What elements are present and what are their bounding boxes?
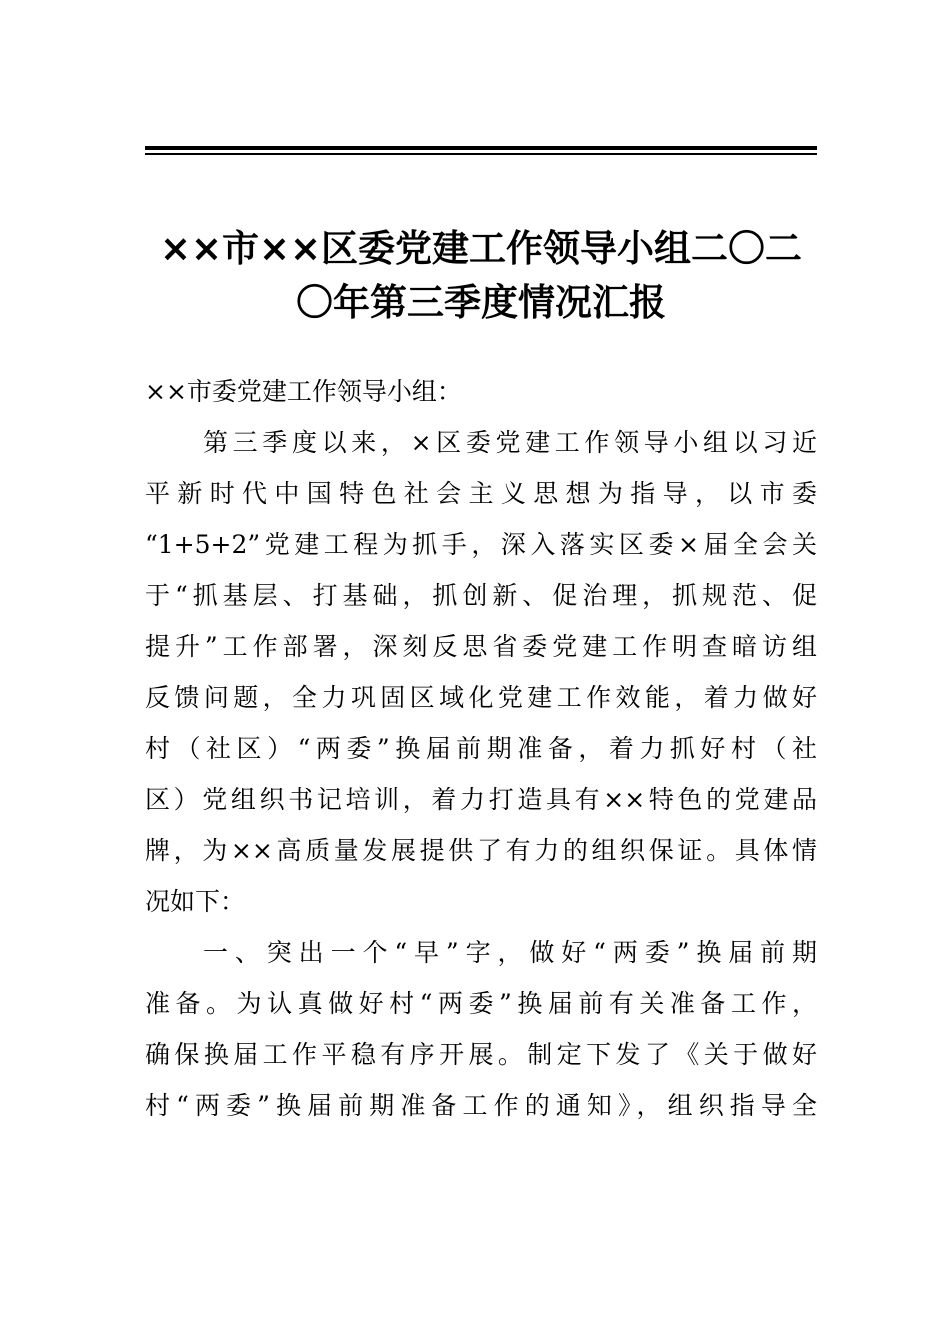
- text-line: 第三季度以来，×区委党建工作领导小组以习近: [203, 428, 817, 457]
- text-line: 村（社区）“两委”换届前期准备，着力抓好村（社: [145, 734, 817, 763]
- text-line: 平新时代中国特色社会主义思想为指导，以市委: [145, 479, 817, 508]
- text-line: 况如下：: [145, 887, 246, 916]
- header-double-rule: [145, 146, 817, 155]
- text-line: 牌，为××高质量发展提供了有力的组织保证。具体情: [145, 836, 817, 865]
- header-rule-thin: [145, 153, 817, 155]
- text-line: 反馈问题，全力巩固区域化党建工作效能，着力做好: [145, 683, 817, 712]
- paragraph-section-one: [145, 927, 817, 1131]
- document-body: [145, 366, 817, 1131]
- text-line: 一、突出一个“早”字，做好“两委”换届前期: [203, 938, 817, 967]
- text-line: 提升”工作部署，深刻反思省委党建工作明查暗访组: [145, 632, 817, 661]
- title-line: 〇年第三季度情况汇报: [296, 281, 666, 324]
- text-line: 确保换届工作平稳有序开展。制定下发了《关于做好: [145, 1040, 817, 1069]
- text-line: 区）党组织书记培训，着力打造具有××特色的党建品: [145, 785, 817, 814]
- header-rule-thick: [145, 146, 817, 150]
- text-line: 村“两委”换届前期准备工作的通知》，组织指导全: [145, 1091, 817, 1120]
- salutation: ××市委党建工作领导小组：: [145, 377, 462, 406]
- paragraph-intro: [145, 417, 817, 927]
- text-line: 于“抓基层、打基础，抓创新、促治理，抓规范、促: [145, 581, 817, 610]
- text-line: “1+5+2”党建工程为抓手，深入落实区委×届全会关: [145, 530, 817, 559]
- text-line: 准备。为认真做好村“两委”换届前有关准备工作，: [145, 989, 817, 1018]
- title-line: ××市××区委党建工作领导小组二〇二: [159, 227, 802, 270]
- document-title: [145, 222, 817, 330]
